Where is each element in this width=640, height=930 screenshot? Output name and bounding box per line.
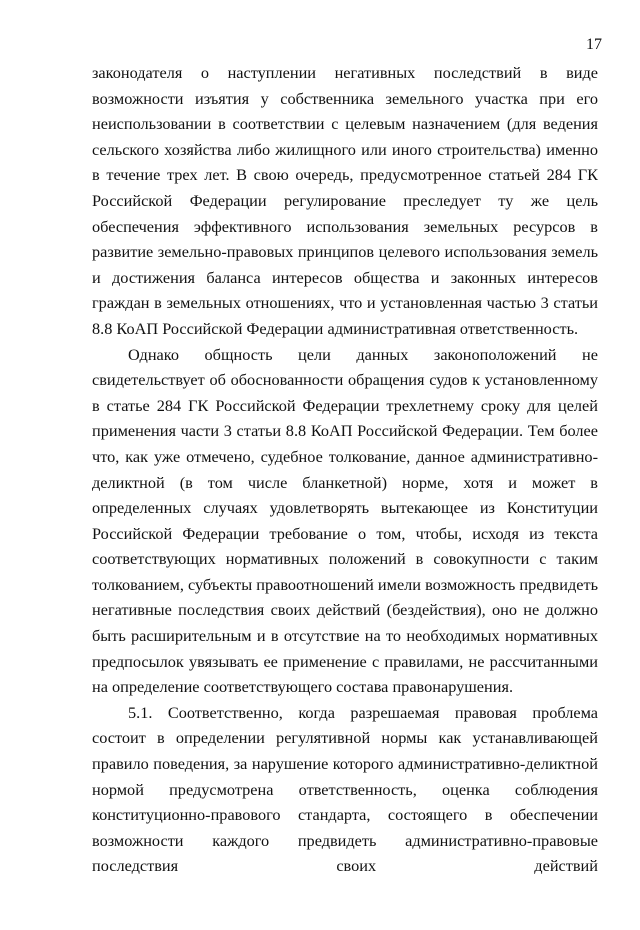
document-body <box>92 60 598 930</box>
paragraph-section-5-1: 5.1. Соответственно, когда разрешаемая правовая проблема состоит в определении регулятивной нормы как устанавливающей правило поведения, за нарушение которого административно-деликтной нормой предусмотрена ответственность, оценка соблюдения конституционно-правового стандарта, состоящего в обеспечении возможности каждого предвидеть административно-правовые последствия своих действий <box>92 702 598 876</box>
paragraph-second: Однако общность цели данных законоположений не свидетельствует об обоснованности обращения судов к установленному в статье 284 ГК Российской Федерации трехлетнему сроку для целей применения части 3 статьи 8.8 КоАП Российской Федерации. Тем более что, как уже отмечено, судебное толкование, данное административно-деликтной (в том числе бланкетной) норме, хотя и может в определенных случаях удовлетворять вытекающее из Конституции Российской Федерации требование о том, чтобы, исходя из текста соответствующих нормативных положений в совокупности с таким толкованием, субъекты правоотношений имели возможность предвидеть негативные последствия своих действий (бездействия), оно не должно быть расширительным и в отсутствие на то необходимых нормативных предпосылок увязывать ее применение с правилами, не рассчитанными на определение соответствующего состава правонарушения. <box>92 344 598 697</box>
page-number: 17 <box>586 36 602 53</box>
paragraph-continuation: законодателя о наступлении негативных последствий в виде возможности изъятия у собственника земельного участка при его неиспользовании в соответствии с целевым назначением (для ведения сельского хозяйства либо жилищного или иного строительства) именно в течение трех лет. В свою очередь, предусмотренное статьей 284 ГК Российской Федерации регулирование преследует ту же цель обеспечения эффективного использования земельных ресурсов в развитие земельно-правовых принципов целевого использования земель и достижения баланса интересов общества и законных интересов граждан в земельных отношениях, что и установленная частью 3 статьи 8.8 КоАП Российской Федерации административная ответственность. <box>92 63 598 338</box>
